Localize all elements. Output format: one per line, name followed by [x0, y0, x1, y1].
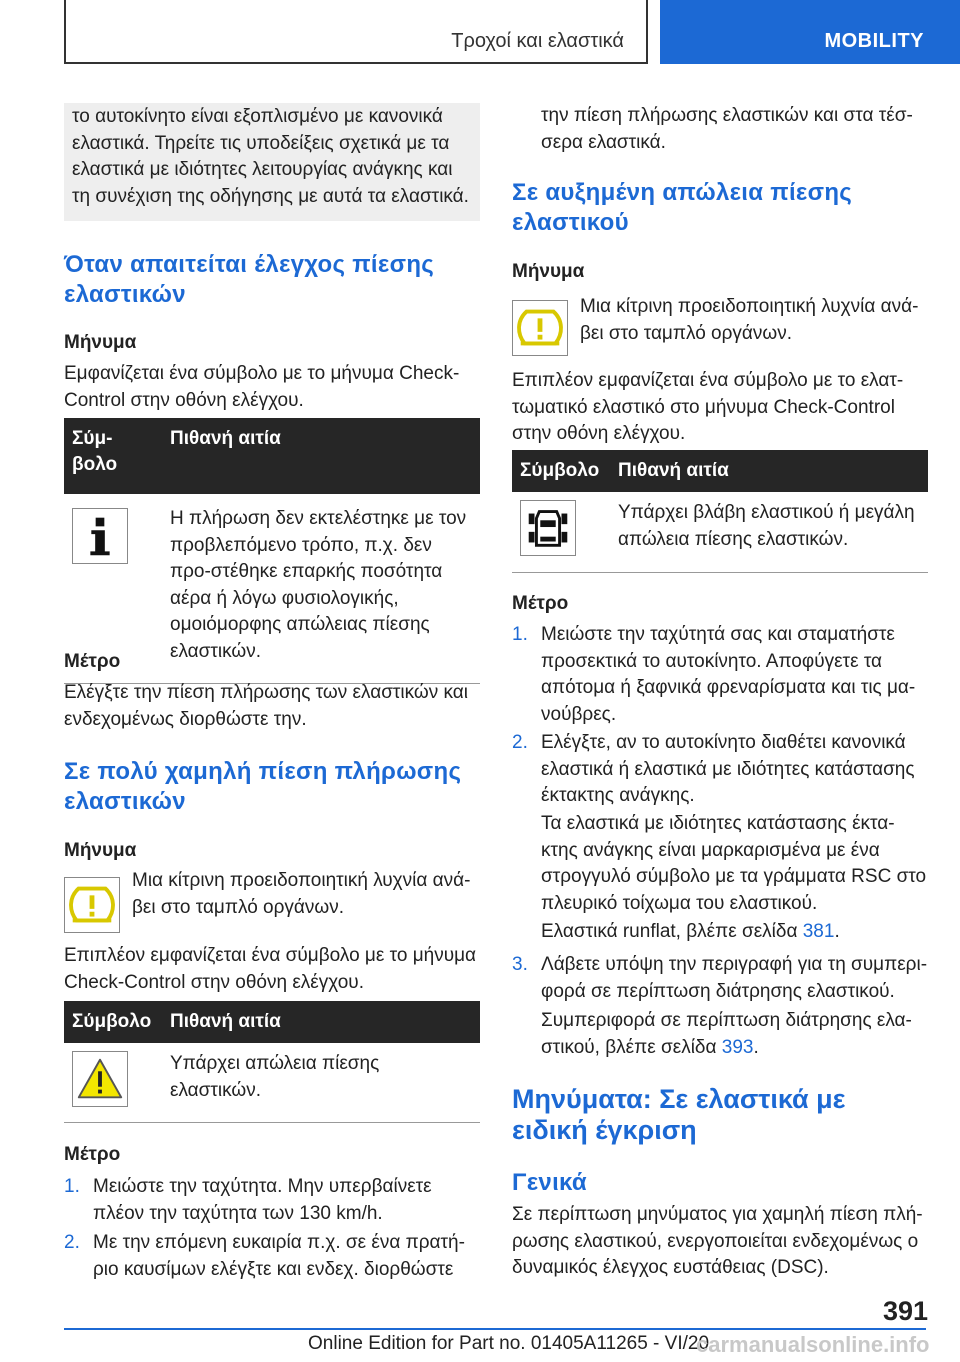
page-link-381[interactable]: 381 — [802, 921, 835, 942]
table-row — [64, 494, 480, 684]
table-header-cause: Πιθανή αιτία — [610, 450, 928, 492]
reference-end: . — [753, 1036, 759, 1058]
message-label: Μήνυμα — [64, 332, 137, 353]
heading-general: Γενικά — [512, 1169, 587, 1196]
reference-end: . — [834, 921, 840, 942]
symbol-table-3 — [512, 450, 928, 573]
message-label: Μήνυμα — [64, 840, 137, 861]
watermark-text: carmanualsonline.info — [696, 1332, 930, 1357]
list-number: 1. — [64, 1176, 80, 1197]
list-text: Ελέγξτε, αν το αυτοκίνητο διαθέτει κανονικά ελαστικά ή ελαστικά με ιδιότητες κατάστασης έκτακτης ανάγκης. — [541, 732, 915, 806]
table-header-symbol: Σύμβολο — [64, 1001, 162, 1043]
table-header-symbol: Σύμ-βολο — [64, 418, 162, 494]
list-sub-text — [541, 919, 928, 946]
list-item — [512, 730, 928, 810]
message-text: Επιπλέον εμφανίζεται ένα σύμβολο με το μήνυμα Check-Control στην οθόνη ελέγχου. — [64, 945, 477, 993]
list-item — [512, 952, 928, 1005]
list-text: Λάβετε υπόψη την περιγραφή για τη συμπερι-φορά σε περίπτωση διάτρησης ελαστικού. — [541, 954, 928, 1002]
list-text: Μειώστε την ταχύτητα. Μην υπερβαίνετε πλέον την ταχύτητα των 130 km/h. — [93, 1176, 432, 1224]
reference-text: Ελαστικά runflat, βλέπε σελίδα — [541, 921, 803, 942]
heading-low-pressure: Σε πολύ χαμηλή πίεση πλήρωσης ελαστικών — [64, 758, 462, 815]
measure-label: Μέτρο — [64, 1144, 121, 1165]
table-row — [64, 1043, 480, 1123]
list-item — [64, 1174, 480, 1227]
measure-label: Μέτρο — [64, 651, 121, 672]
header-section-box — [64, 0, 648, 64]
message-label: Μήνυμα — [512, 261, 585, 282]
page-header — [0, 0, 960, 66]
list-number: 2. — [64, 1232, 80, 1253]
heading-pressure-loss: Σε αυξημένη απώλεια πίεσης ελαστικού — [512, 179, 853, 236]
list-number: 2. — [512, 732, 528, 753]
info-symbol-icon — [72, 508, 128, 564]
reference-text: Συμπεριφορά σε περίπτωση διάτρησης ελα-στικού, βλέπε σελίδα — [541, 1010, 912, 1058]
table-header-cause: Πιθανή αιτία — [162, 1001, 480, 1043]
header-chapter-tab — [660, 0, 960, 64]
message-text: Εμφανίζεται ένα σύμβολο με το μήνυμα Check-Control στην οθόνη ελέγχου. — [64, 363, 460, 411]
page-number: 391 — [882, 1296, 928, 1326]
edition-text: Online Edition for Part no. 01405A11265 - VI/20 — [308, 1333, 710, 1354]
list-number: 1. — [512, 624, 528, 645]
symbol-table-1 — [64, 418, 480, 684]
table-cause-text: Η πλήρωση δεν εκτελέστηκε με τον προβλεπόμενο τρόπο, π.χ. δεν προ-στέθηκε επαρκής ποσότητα αέρα ή λόγω φυσιολογικής, ομοιόμορφης απώλειας πίεσης ελαστικών. — [162, 494, 480, 684]
warning-triangle-icon — [72, 1051, 128, 1107]
list-number: 3. — [512, 954, 528, 975]
list-item — [512, 622, 928, 728]
list-continuation-text: την πίεση πλήρωσης ελαστικών και στα τέσ-σερα ελαστικά. — [541, 105, 913, 153]
symbol-table-2 — [64, 1001, 480, 1123]
page-link-393[interactable]: 393 — [721, 1036, 754, 1058]
heading-special-tires: Μηνύματα: Σε ελαστικά με ειδική έγκριση — [512, 1084, 846, 1145]
table-header-cause: Πιθανή αιτία — [162, 418, 480, 494]
note-box: το αυτοκίνητο είναι εξοπλισμένο με κανονικά ελαστικά. Τηρείτε τις υποδείξεις σχετικά με τα ελαστικά με ιδιότητες λειτουργίας ανάγκης και τη συνέχιση της οδήγησης με αυτά τα ελαστικά. — [64, 103, 480, 221]
footer-divider — [64, 1328, 926, 1330]
list-sub-text — [541, 1008, 928, 1061]
heading-check-pressure: Όταν απαιτείται έλεγχος πίεσης ελαστικών — [64, 251, 435, 308]
table-row — [512, 492, 928, 573]
header-chapter-label: MOBILITY — [824, 30, 924, 52]
message-text: Επιπλέον εμφανίζεται ένα σύμβολο με το ελατ-τωματικό ελαστικό στο μήνυμα Check-Control στην οθόνη ελέγχου. — [512, 370, 904, 444]
list-text: Μειώστε την ταχύτητά σας και σταματήστε προσεκτικά το αυτοκίνητο. Αποφύγετε τα απότομα ή ξαφνικά φρεναρίσματα και τις μα-νούβρες. — [541, 624, 916, 725]
table-header-symbol: Σύμβολο — [512, 450, 610, 492]
table-cause-text: Υπάρχει βλάβη ελαστικού ή μεγάλη απώλεια πίεσης ελαστικών. — [610, 492, 928, 573]
warning-lamp-text: Μια κίτρινη προειδοποιητική λυχνία ανά-βει στο ταμπλό οργάνων. — [132, 870, 471, 918]
general-text: Σε περίπτωση μηνύματος για χαμηλή πίεση πλή-ρωσης ελαστικού, ενεργοποιείται ενδεχομένως ο δυναμικός έλεγχος ευστάθειας (DSC). — [512, 1204, 923, 1278]
list-text: Με την επόμενη ευκαιρία π.χ. σε ένα πρατή-ριο καυσίμων ελέγξτε και ενδεχ. διορθώστε — [93, 1232, 465, 1280]
header-section-title: Τροχοί και ελαστικά — [451, 30, 624, 52]
tire-pressure-warning-icon — [512, 300, 568, 356]
warning-lamp-text: Μια κίτρινη προειδοποιητική λυχνία ανά-βει στο ταμπλό οργάνων. — [580, 296, 919, 344]
measure-text: Ελέγξτε την πίεση πλήρωσης των ελαστικών και ενδεχομένως διορθώστε την. — [64, 682, 469, 730]
list-item — [64, 1230, 480, 1283]
car-tire-defect-icon — [520, 500, 576, 556]
tire-pressure-warning-icon — [64, 877, 120, 933]
table-cause-text: Υπάρχει απώλεια πίεσης ελαστικών. — [162, 1043, 480, 1123]
measure-label: Μέτρο — [512, 593, 569, 614]
list-sub-text: Τα ελαστικά με ιδιότητες κατάστασης έκτα-κτης ανάγκης είναι μαρκαρισμένα με ένα στρογγυλό σύμβολο με τα γράμματα RSC στο πλευρικό τοίχωμα του ελαστικού. — [541, 813, 927, 914]
